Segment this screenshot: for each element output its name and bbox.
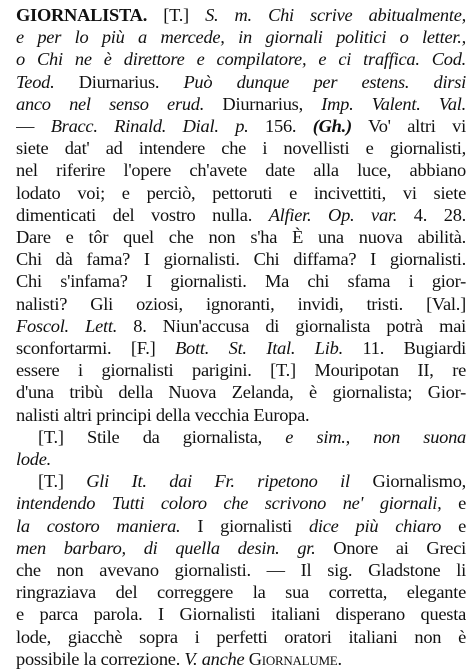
text-line [16,337,466,359]
text-line [16,248,466,270]
text-line [16,626,466,648]
text-segment: Può dunque per estens. dirsi [183,71,466,92]
text-segment: [T.] [147,5,206,25]
text-line [16,204,466,226]
text-segment: Vo' altri vi [351,116,466,137]
text-segment: essere i giornalisti parigini. [T.] Mouripotan II, re [16,360,466,381]
text-line [16,448,466,470]
text-line [16,159,466,181]
text-segment: lode, giacchè sopra i perfetti oratori italiani non è [16,626,466,647]
text-segment: 11. Bugiardi [342,338,466,359]
text-segment: sconfortarmi. [F.] [16,338,176,359]
text-segment: dice più chiaro [308,515,442,536]
text-segment: ringraziava del correggere la sua corretta, elegante [16,582,466,603]
text-segment: o Chi ne è direttore e compilatore, e ci traffica. Cod. [16,49,466,70]
text-line [16,137,466,159]
text-segment: men barbaro, di quella desin. gr. [16,537,316,558]
text-segment: e [441,493,466,514]
text-segment: la costoro maniera. [16,515,181,536]
text-line [16,470,466,492]
text-line [16,315,466,337]
headword: GIORNALISTA. [16,5,148,25]
text-line [16,603,466,625]
text-segment: Imp. Valent. Val. [321,93,466,114]
text-line [16,515,466,537]
text-segment: Diurnarius. [54,71,184,92]
text-line [16,648,466,670]
text-line [16,581,466,603]
text-segment: Dare e tôr quel che non s'ha È una nuova abilità. [16,227,466,248]
text-segment: nalisti? Gli oziosi, ignoranti, invidi, tristi. [Val.] [16,293,466,314]
text-line [16,559,466,581]
text-segment: nel riferire l'opere ch'avete date alla luce, abbiano [16,160,466,181]
text-segment: nalisti altri principi della vecchia Europa. [16,404,310,425]
text-segment: [T.] [38,471,87,492]
text-segment: Teod. [16,71,55,92]
text-segment: Tutti coloro che scrivono ne' giornali, [95,493,442,514]
text-segment: 4. 28. [397,204,466,225]
text-segment: e sim., non suona [285,426,466,447]
text-segment: e [441,515,466,536]
text-line [16,426,466,448]
text-segment: Giornalismo, [349,471,466,492]
text-line [16,226,466,248]
text-line [16,492,466,514]
text-segment: possibile la correzione. [16,648,185,669]
text-segment: anco nel senso erud. [16,93,205,114]
text-segment: 156. [248,116,313,137]
text-segment: Alfier. Op. var. [268,204,398,225]
text-line [16,4,466,26]
text-segment: I giornalisti [180,515,309,536]
text-segment: intendendo [16,493,96,514]
text-segment: Gli It. dai Fr. ripetono il [86,471,350,492]
text-line [16,71,466,93]
text-segment: V. anche [184,648,245,669]
text-segment: S. m. Chi scrive abitualmente, [205,5,466,25]
text-segment: dimenticati del vostro nulla. [16,204,269,225]
text-segment: Onore ai Greci [315,537,466,558]
text-line [16,93,466,115]
text-segment: — [16,116,51,137]
text-segment: d'una tribù della Nuova Zelanda, è giornalista; Gior- [16,382,466,403]
dictionary-entry-giornalista [16,4,466,670]
text-segment: e parca parola. I Giornalisti italiani disperano questa [16,604,466,625]
text-line [16,270,466,292]
text-segment: lodato voi; e perciò, pettoruti e incivettiti, vi siete [16,182,466,203]
text-segment: (Gh.) [312,116,352,137]
text-line [16,381,466,403]
text-segment: che non avevano giornalisti. — Il sig. Gladstone li [16,560,466,581]
text-segment: lode. [16,449,52,470]
text-line [16,359,466,381]
text-line [16,293,466,315]
text-segment: siete dat' ad intendere che i novellisti e giornalisti, [16,138,466,159]
text-line [16,115,466,137]
text-line [16,537,466,559]
text-line [16,26,466,48]
text-segment: Foscol. Lett. [16,315,118,336]
text-segment: Bracc. Rinald. Dial. p. [50,116,249,137]
text-segment: Diurnarius, [204,93,322,114]
text-line [16,404,466,426]
text-line [16,48,466,70]
text-segment: Bott. St. Ital. Lib. [175,338,343,359]
text-segment: [T.] Stile da giornalista, [38,426,286,447]
text-segment: 8. Niun'accusa di giornalista potrà mai [117,315,466,336]
text-segment: Giornalume. [244,648,342,669]
text-segment: Chi s'infama? I giornalisti. Ma chi sfama i gior- [16,271,466,292]
text-segment: Chi dà fama? I giornalisti. Chi diffama? I giornalisti. [16,249,466,270]
text-line [16,182,466,204]
text-segment: e per lo più a mercede, in giornali politici o letter., [16,27,466,48]
